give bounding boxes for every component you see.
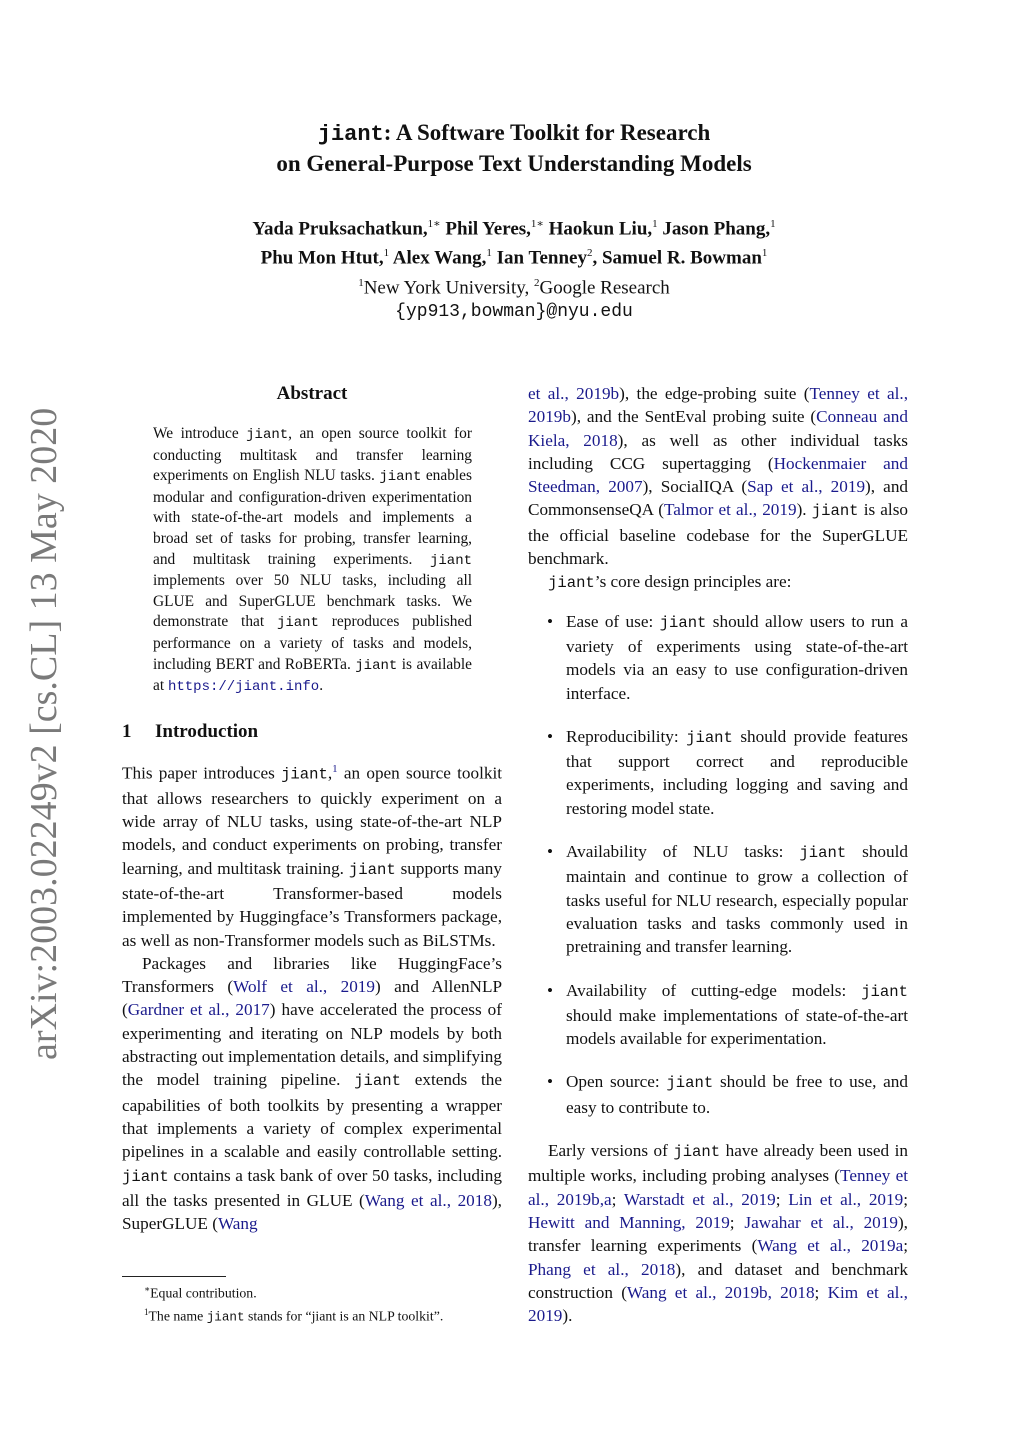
bullet-icon: • <box>547 611 554 631</box>
title-toolkit-name: jiant <box>317 122 384 147</box>
citation-link[interactable]: Wang et al., 2018 <box>364 1190 492 1210</box>
intro-paragraph-2: Packages and libraries like HuggingFace’s Transformers (Wolf et al., 2019) and AllenNLP (Gardner et al., 2017) have accelerated the process of experimenting and iterating on NLP models by both abstracting out implementation details, and simplifying the model training pipeline. jiant extends the capabilities of both toolkits by presenting a wrapper that implements a variety of complex experimental pipelines in a scalable and easily controllable setting. jiant contains a task bank of over 50 tasks, including all the tasks presented in GLUE (Wang et al., 2018), SuperGLUE (Wang <box>122 953 503 1234</box>
arxiv-stamp: arXiv:2003.02249v2 [cs.CL] 13 May 2020 <box>23 407 65 1060</box>
abstract-heading: Abstract <box>276 383 348 404</box>
author-name: Ian Tenney <box>496 247 587 269</box>
author-block <box>170 212 858 325</box>
bullet-icon: • <box>547 726 554 746</box>
right-paragraph-1: et al., 2019b), the edge-probing suite (Tenney et al., 2019b), and the SentEval probing suite (Conneau and Kiela, 2018), as well as other individual tasks including CCG supertagging (Hockenmaier and Steedman, 2007), SocialIQA (Sap et al., 2019), and CommonsenseQA (Talmor et al., 2019). jiant is also the official baseline codebase for the SuperGLUE benchmark. <box>528 384 909 569</box>
citation-link[interactable]: Warstadt et al., 2019 <box>623 1189 776 1209</box>
citation-link[interactable]: Lin et al., 2019 <box>788 1189 904 1209</box>
list-item: • Availability of NLU tasks: jiant should maintain and continue to grow a collection of tasks useful for NLU research, especially popular evaluation tasks and tasks commonly used in pretraining and transfer learning. <box>547 842 908 957</box>
intro-paragraph-1: This paper introduces jiant,$^1$ an open source toolkit that allows researchers to quickly experiment on a wide array of NLU tasks, using state-of-the-art NLP models, and conduct experiments on probing, transfer learning, and multitask training. jiant supports many state-of-the-art Transformer-based models implemented by Huggingface’s Transformers package, as well as non-Transformer models such as BiLSTMs. <box>122 762 503 950</box>
right-column <box>528 382 908 1327</box>
citation-link[interactable]: et al., 2019b <box>528 384 620 403</box>
author-mark: 1 <box>383 247 390 260</box>
citation-link[interactable]: Wang et al., 2019b, 2018 <box>626 1282 815 1302</box>
author-name: Jason Phang, <box>662 218 771 240</box>
abstract-text: We introduce jiant, an open source toolkit for conducting multitask and transfer learning experiments on English NLU tasks. jiant enables modular and configuration-driven experimentation with state-of-the-art models and implements a broad set of tasks for probing, transfer learning, and multitask training experiments. jiant implements over 50 NLU tasks, including all GLUE and SuperGLUE benchmark tasks. We demonstrate that jiant reproduces published performance on a variety of tasks and models, including BERT and RoBERTa. jiant is available at https://jiant.info. <box>153 425 472 696</box>
list-item: • Availability of cutting-edge models: jiant should make implementations of state-of-the-art models available for experimentation. <box>547 980 908 1049</box>
author-name: Phil Yeres, <box>445 218 531 240</box>
author-email: {yp913,bowman}@nyu.edu <box>395 301 633 322</box>
author-name: Phu Mon Htut, <box>260 247 384 269</box>
citation-link[interactable]: Wolf et al., 2019 <box>233 977 375 997</box>
section-heading-introduction: 1 Introduction <box>122 720 259 742</box>
affiliations <box>170 271 858 300</box>
footnote-rule <box>122 1276 226 1277</box>
author-name: Alex Wang, <box>392 247 487 269</box>
author-mark: 1∗ <box>427 218 441 230</box>
project-url-link[interactable]: https://jiant.info <box>167 679 320 696</box>
citation-link[interactable]: Hockenmaier and Steedman, 2007 <box>528 453 908 497</box>
citation-link[interactable]: Wang et al., 2019a <box>757 1236 904 1256</box>
affil-nyu: New York University, <box>363 276 530 298</box>
title-line2: on General-Purpose Text Understanding Models <box>276 151 752 176</box>
footnote-ref-1[interactable]: 1 <box>332 762 338 775</box>
author-mark: 1 <box>486 247 492 260</box>
author-mark: 1∗ <box>530 218 544 230</box>
citation-link[interactable]: Kim et al., 2019 <box>528 1282 908 1326</box>
author-line-2: Phu Mon Htut,$^1$ Alex Wang,$^1$ Ian Tenney$^2$, Samuel R. Bowman$^1$ <box>260 247 768 269</box>
author-name: Haokun Liu, <box>548 218 653 240</box>
citation-link[interactable]: Tenney et al., 2019b,a <box>528 1166 908 1209</box>
author-mark: 1 <box>652 218 658 230</box>
footnotes <box>122 1280 502 1326</box>
author-mark: 1 <box>770 218 776 230</box>
bullet-icon: • <box>547 842 554 862</box>
title-line1: : A Software Toolkit for Research <box>383 120 711 145</box>
citation-link[interactable]: Talmor et al., 2019 <box>663 500 797 520</box>
citation-link[interactable]: Gardner et al., 2017 <box>127 1000 270 1020</box>
affil-google: Google Research <box>539 276 670 298</box>
footnote-1: $^1$The name jiant stands for “jiant is an NLP toolkit”. <box>144 1306 444 1325</box>
citation-link[interactable]: Phang et al., 2018 <box>528 1259 676 1279</box>
citation-link[interactable]: Conneau and Kiela, 2018 <box>528 407 908 450</box>
paper-title <box>200 118 828 178</box>
design-principles-list <box>528 610 908 1119</box>
left-column <box>122 382 502 1235</box>
list-item: • Reproducibility: jiant should provide features that support correct and reproducible experiments, including logging and saving and restoring model state. <box>547 726 908 818</box>
author-line-1 <box>170 212 858 241</box>
citation-link[interactable]: Hewitt and Manning, 2019 <box>528 1212 730 1232</box>
citation-link[interactable]: Wang <box>217 1214 258 1234</box>
affil-mark: 1 <box>358 276 364 289</box>
citation-link[interactable]: Tenney et al., 2019b <box>528 384 908 427</box>
footnote-equal-contribution: ∗Equal contribution. <box>144 1284 257 1301</box>
author-name: Samuel R. Bowman <box>601 247 762 269</box>
bullet-icon: • <box>547 1072 554 1092</box>
list-item: • Open source: jiant should be free to use, and easy to contribute to. <box>547 1072 908 1117</box>
author-name: Yada Pruksachatkun, <box>252 218 428 240</box>
author-mark: 2 <box>586 247 593 260</box>
citation-link[interactable]: Jawahar et al., 2019 <box>744 1212 898 1232</box>
design-principles-lead: jiant’s core design principles are: <box>548 572 792 593</box>
right-paragraph-3: Early versions of jiant have already been used in multiple works, including probing analyses (Tenney et al., 2019b,a; Warstadt et al., 2019; Lin et al., 2019; Hewitt and Manning, 2019; Jawahar et al., 2019), transfer learning experiments (Wang et al., 2019a; Phang et al., 2018), and dataset and benchmark construction (Wang et al., 2019b, 2018; Kim et al., 2019). <box>528 1141 908 1326</box>
citation-link[interactable]: Sap et al., 2019 <box>747 477 866 497</box>
bullet-icon: • <box>547 980 554 1000</box>
affil-mark: 2 <box>533 276 540 289</box>
author-mark: 1 <box>761 247 768 260</box>
list-item: • Ease of use: jiant should allow users to run a variety of experiments using state-of-the-art models via an easy to use configuration-driven interface. <box>547 611 909 703</box>
